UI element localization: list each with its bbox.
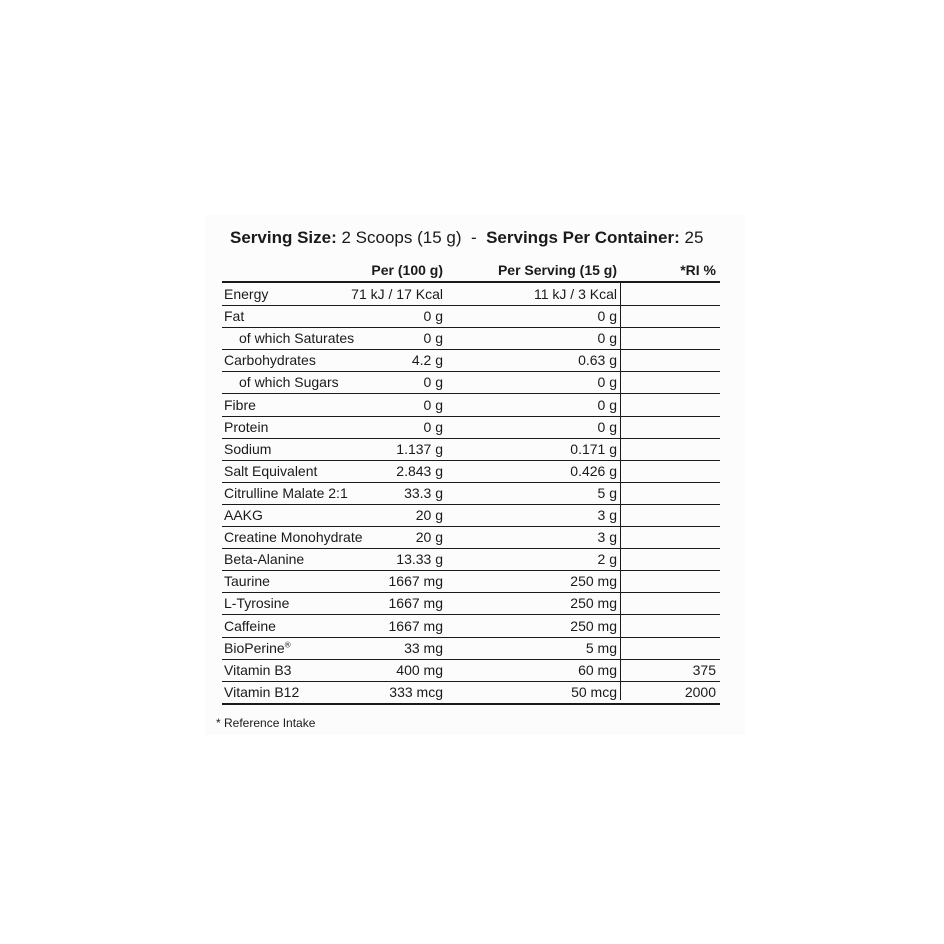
per-100g-value: 20 g [415, 529, 443, 546]
per-100g-value: 333 mcg [389, 683, 443, 700]
table-row [222, 592, 720, 615]
trademark-mark: ® [284, 639, 291, 649]
table-row [222, 526, 720, 549]
nutrient-name: Vitamin B12 [224, 683, 300, 700]
per-serving-value: 0.63 g [578, 352, 617, 369]
nutrient-name: Citrulline Malate 2:1 [224, 484, 348, 501]
nutrient-name: of which Sugars [239, 374, 339, 391]
table-row [222, 681, 720, 705]
nutrient-name: Beta-Alanine [224, 551, 305, 568]
per-serving-value: 0.171 g [570, 440, 617, 457]
per-100g-value: 0 g [423, 396, 443, 413]
per-100g-value: 0 g [423, 308, 443, 325]
nutrient-name: L-Tyrosine [224, 595, 290, 612]
table-row [222, 570, 720, 593]
per-100g-value: 33.3 g [404, 484, 443, 501]
per-serving-value: 0 g [597, 308, 617, 325]
footnote: * Reference Intake [216, 716, 316, 730]
per-100g-value: 0 g [423, 330, 443, 347]
column-divider [620, 282, 621, 700]
per-serving-value: 50 mcg [571, 683, 617, 700]
serving-separator: - [470, 228, 477, 247]
nutrient-name: Caffeine [224, 617, 276, 634]
per-serving-value: 0 g [597, 330, 617, 347]
per-serving-value: 2 g [597, 551, 617, 568]
per-serving-value: 0 g [597, 374, 617, 391]
per-100g-value: 4.2 g [411, 352, 443, 369]
table-row [222, 659, 720, 682]
nutrient-name: BioPerine [224, 639, 285, 656]
table-row [222, 416, 720, 439]
table-row [222, 482, 720, 505]
per-100g-value: 13.33 g [396, 551, 443, 568]
per-serving-value: 11 kJ / 3 Kcal [533, 286, 617, 302]
per-serving-value: 3 g [597, 529, 617, 546]
table-row [222, 460, 720, 483]
per-serving-value: 0 g [597, 418, 617, 435]
table-row [222, 349, 720, 372]
nutrient-name: Vitamin B3 [224, 661, 292, 678]
nutrient-name-wrap [224, 640, 291, 656]
header-per-100g: Per (100 g) [371, 262, 443, 278]
serving-size-value: 2 Scoops (15 g) [341, 228, 462, 247]
ri-value: 2000 [684, 683, 716, 700]
table-row [222, 504, 720, 527]
per-100g-value: 1667 mg [388, 573, 443, 590]
per-100g-value: 2.843 g [396, 462, 443, 479]
table-row [222, 394, 720, 417]
per-100g-value: 1667 mg [388, 595, 443, 612]
per-100g-value: 1667 mg [388, 617, 443, 634]
nutrient-name: Sodium [224, 440, 272, 457]
nutrient-name: Fat [224, 308, 245, 325]
per-serving-value: 250 mg [570, 617, 617, 634]
table-row [222, 637, 720, 660]
table-row [222, 548, 720, 571]
table-row [222, 615, 720, 638]
per-100g-value: 0 g [423, 374, 443, 391]
table-row [222, 371, 720, 394]
serving-info [230, 228, 703, 248]
per-serving-value: 5 g [597, 484, 617, 501]
table-row [222, 283, 720, 306]
nutrient-name: of which Saturates [239, 330, 355, 347]
nutrient-name: Salt Equivalent [224, 462, 318, 479]
per-serving-value: 5 mg [585, 639, 617, 656]
nutrient-name: AAKG [224, 507, 263, 523]
per-serving-value: 0 g [597, 396, 617, 413]
per-100g-value: 20 g [415, 507, 443, 523]
per-serving-value: 250 mg [570, 573, 617, 590]
nutrient-name: Energy [224, 286, 269, 302]
header-ri: *RI % [680, 262, 716, 278]
table-row [222, 305, 720, 328]
serving-size-label: Serving Size: [230, 228, 337, 247]
per-100g-value: 1.137 g [396, 440, 443, 457]
nutrient-name: Carbohydrates [224, 352, 316, 369]
servings-per-container-value: 25 [684, 228, 704, 247]
servings-per-container-label: Servings Per Container: [486, 228, 680, 247]
header-per-serving: Per Serving (15 g) [497, 262, 617, 278]
per-serving-value: 3 g [597, 507, 617, 523]
per-100g-value: 400 mg [396, 661, 443, 678]
table-row [222, 438, 720, 461]
per-100g-value: 71 kJ / 17 Kcal [351, 286, 443, 302]
nutrient-name: Creatine Monohydrate [224, 529, 363, 546]
per-serving-value: 60 mg [578, 661, 617, 678]
per-serving-value: 0.426 g [570, 462, 617, 479]
table-row [222, 327, 720, 350]
per-100g-value: 33 mg [404, 639, 443, 656]
nutrient-name: Fibre [224, 396, 256, 413]
ri-value: 375 [692, 661, 716, 678]
per-100g-value: 0 g [423, 418, 443, 435]
nutrient-name: Protein [224, 418, 269, 435]
nutrient-name: Taurine [224, 573, 270, 590]
per-serving-value: 250 mg [570, 595, 617, 612]
